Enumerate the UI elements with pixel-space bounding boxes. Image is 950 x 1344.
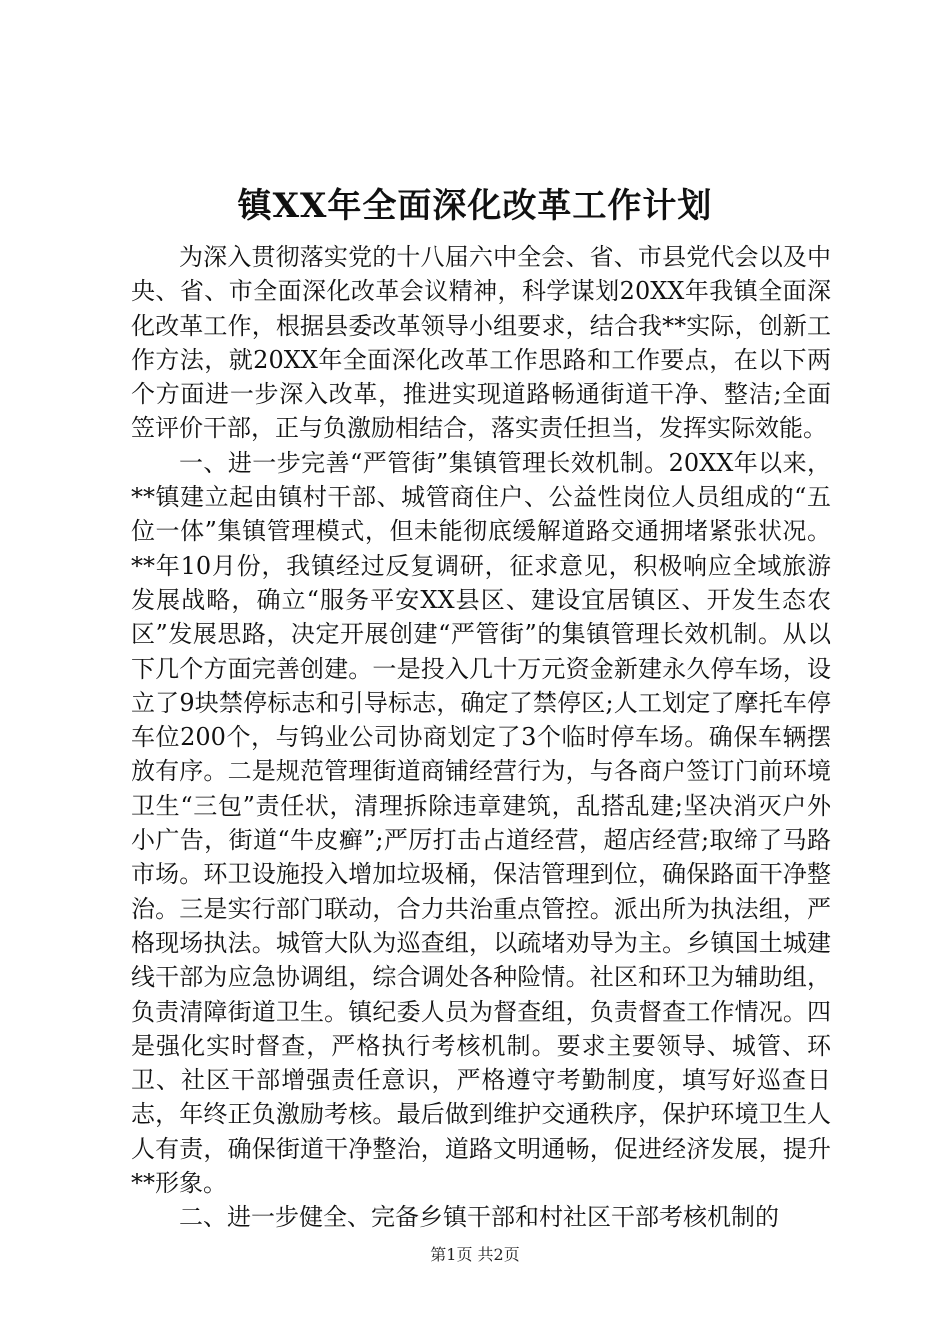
paragraph: 一、进一步完善“严管街”集镇管理长效机制。20XX年以来，**镇建立起由镇村干部、城管商住户、公益性岗位人员组成的“五位一体”集镇管理模式，但未能彻底缓解道路交通拥堵紧张状况。**年10月份，我镇经过反复调研，征求意见，积极响应全域旅游发展战略，确立“服务平安XX县区、建设宜居镇区、开发生态农区”发展思路，决定开展创建“严管街”的集镇管理长效机制。从以下几个方面完善创建。一是投入几十万元资金新建永久停车场，设立了9块禁停标志和引导标志，确定了禁停区;人工划定了摩托车停车位200个，与钨业公司协商划定了3个临时停车场。确保车辆摆放有序。二是规范管理街道商铺经营行为，与各商户签订门前环境卫生“三包”责任状，清理拆除违章建筑，乱搭乱建;坚决消灭户外小广告，街道“牛皮癣”;严厉打击占道经营，超店经营;取缔了马路市场。环卫设施投入增加垃圾桶，保洁管理到位，确保路面干净整治。三是实行部门联动，合力共治重点管控。派出所为执法组，严格现场执法。城管大队为巡查组，以疏堵劝导为主。乡镇国土城建线干部为应急协调组，综合调处各种险情。社区和环卫为辅助组，负责清障街道卫生。镇纪委人员为督查组，负责督查工作情况。四是强化实时督查，严格执行考核机制。要求主要领导、城管、环卫、社区干部增强责任意识，严格遵守考勤制度，填写好巡查日志，年终正负激励考核。最后做到维护交通秩序，保护环境卫生人人有责，确保街道干净整治，道路文明通畅，促进经济发展，提升**形象。 — [131, 448, 831, 1198]
document-title: 镇XX年全面深化改革工作计划 — [237, 186, 713, 226]
paragraph: 为深入贯彻落实党的十八届六中全会、省、市县党代会以及中央、省、市全面深化改革会议精神，科学谋划20XX年我镇全面深化改革工作，根据县委改革领导小组要求，结合我**实际，创新工作方法，就20XX年全面深化改革工作思路和工作要点，在以下两个方面进一步深入改革，推进实现道路畅通街道干净、整洁;全面笠评价干部，正与负激励相结合，落实责任担当，发挥实际效能。 — [131, 243, 831, 443]
document-body — [131, 240, 831, 1235]
paragraph: 二、进一步健全、完备乡镇干部和村社区干部考核机制的 — [179, 1203, 779, 1232]
page-footer: 第1页 共2页 — [430, 1245, 520, 1264]
